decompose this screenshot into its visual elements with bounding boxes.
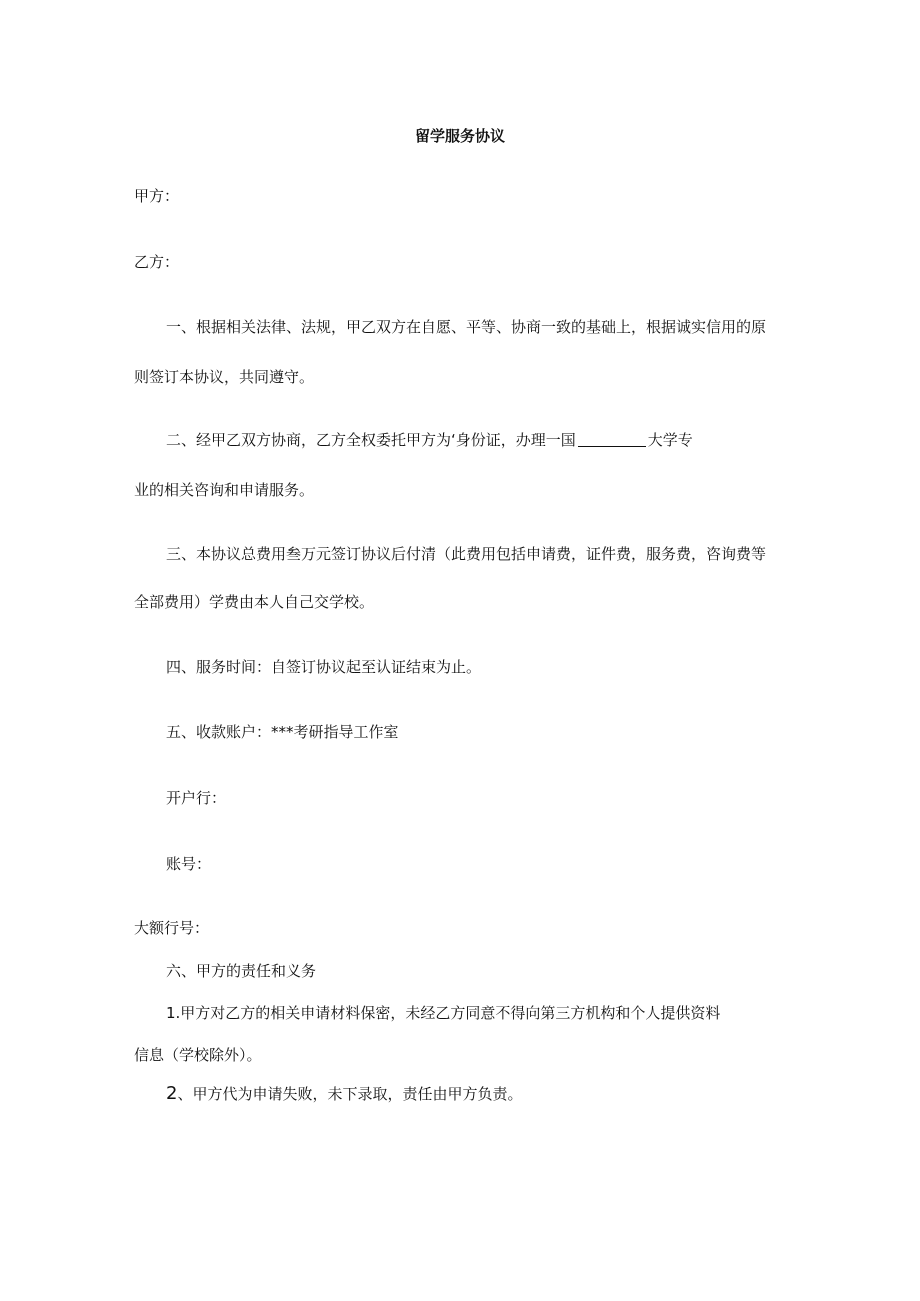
clause-2-text-a: 二、经甲乙双方协商，乙方全权委托甲方为‘身份证，办理一国 <box>166 431 576 449</box>
clause-5: 五、收款账户：***考研指导工作室 <box>166 723 399 741</box>
fill-in-blank-country <box>578 432 646 447</box>
clause-6-heading: 六、甲方的责任和义务 <box>166 962 317 980</box>
clause-3-line-2: 全部费用）学费由本人自己交学校。 <box>134 593 375 611</box>
item-2-number: 2 <box>166 1083 178 1104</box>
item-2-text: 、甲方代为申请失败，未下录取，责任由甲方负责。 <box>177 1085 523 1103</box>
party-b-label: 乙方： <box>134 253 180 271</box>
clause-6-item-2 <box>166 1084 522 1104</box>
account-label: 账号： <box>166 855 212 873</box>
clause-6-item-1-line-2: 信息（学校除外）。 <box>134 1046 262 1064</box>
clause-1-line-2: 则签订本协议，共同遵守。 <box>134 368 315 386</box>
document-title: 留学服务协议 <box>414 127 505 145</box>
clause-6-item-1-line-1: 1.甲方对乙方的相关申请材料保密，未经乙方同意不得向第三方机构和个人提供资料 <box>166 1004 721 1022</box>
clause-2-text-b: 大学专 <box>647 431 693 449</box>
clause-2-line-2: 业的相关咨询和申请服务。 <box>134 481 315 499</box>
large-amount-number-label: 大额行号： <box>134 919 210 937</box>
clause-4: 四、服务时间：自签订协议起至认证结束为止。 <box>166 658 482 676</box>
party-a-label: 甲方： <box>134 187 180 205</box>
clause-3-line-1: 三、本协议总费用叁万元签订协议后付清（此费用包括申请费，证件费，服务费，咨询费等 <box>166 545 767 563</box>
bank-label: 开户行： <box>166 789 227 807</box>
clause-2-line-1 <box>166 430 693 450</box>
clause-1-line-1: 一、根据相关法律、法规，甲乙双方在自愿、平等、协商一致的基础上，根据诚实信用的原 <box>166 318 767 336</box>
